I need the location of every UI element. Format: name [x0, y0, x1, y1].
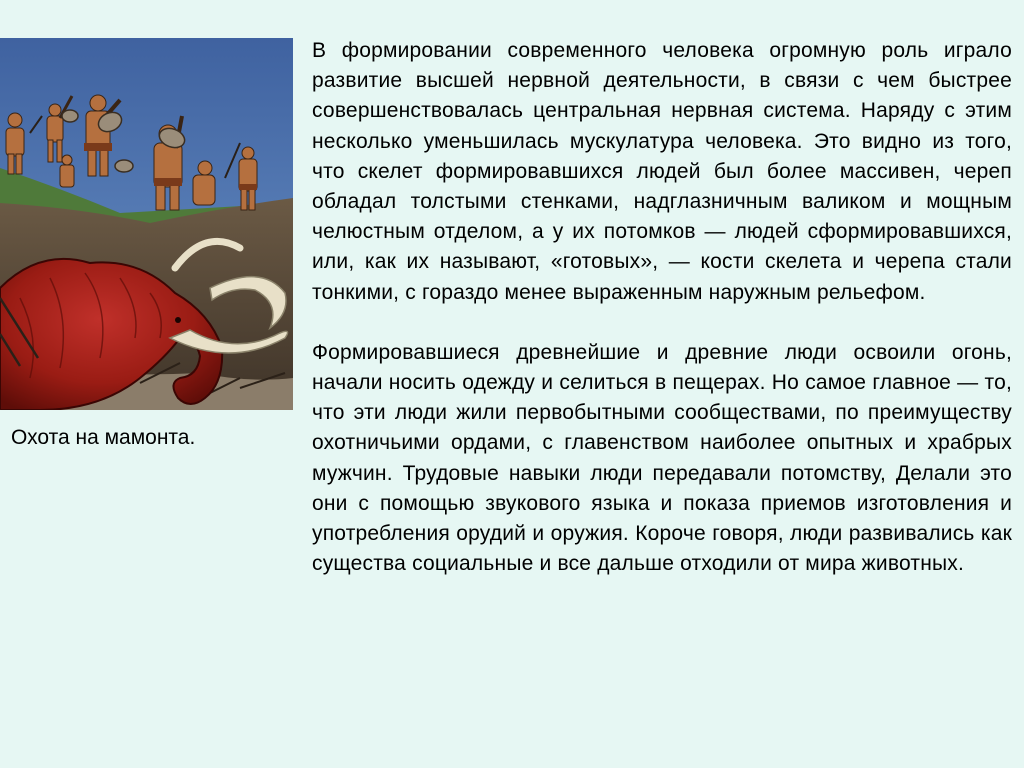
paragraph-2: Формировавшиеся древнейшие и древние люди освоили огонь, начали носить одежду и селиться в пещерах. Но самое главное — то, что эти люди жили первобытными сообществами, по преимуществу охотничьими ордами, с главенством наиболее опытных и храбрых мужчин. Трудовые навыки люди передавали потомству, Делали это они с помощью звукового языка и показа приемов изготовления и употребления орудий и оружия. Короче говоря, люди развивались как существа социальные и все дальше отходили от мира животных.: [312, 340, 1012, 576]
figure-caption: Охота на мамонта.: [11, 426, 196, 449]
paragraph-1: В формировании современного человека огромную роль играло развитие высшей нервной деятельности, в связи с чем быстрее совершенствовалась центральная нервная система. Наряду с этим несколько уменьшилась мускулатура человека. Это видно из того, что скелет формировавшихся людей был более массивен, череп обладал толстыми стенками, надглазничным валиком и мощным челюстным отделом, а у их потомков — людей сформировавшихся, или, как их называют, «готовых», — кости скелета и черепа стали тонкими, с гораздо менее выраженным наружным рельефом.: [312, 39, 1012, 304]
body-text: [312, 36, 1012, 579]
mammoth-hunt-image: [0, 38, 293, 410]
mammoth-hunt-illustration: [0, 38, 293, 410]
